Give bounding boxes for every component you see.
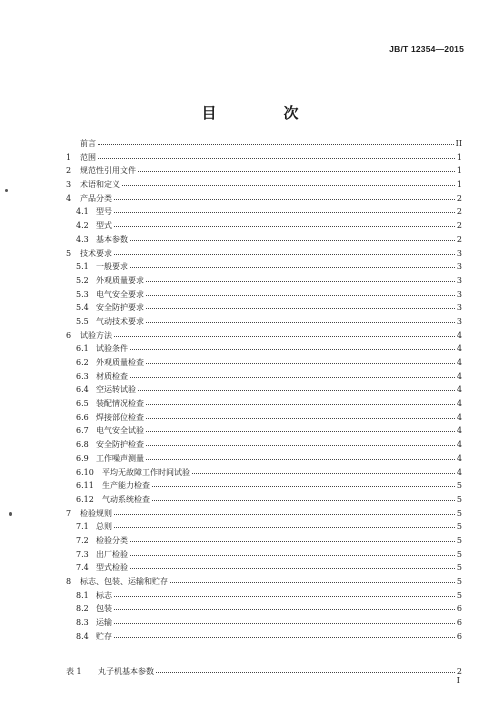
toc-entry-page: 4 — [456, 467, 462, 477]
toc-entry-page: 4 — [456, 344, 462, 354]
toc-entry-page: 5 — [456, 577, 462, 586]
toc-entry-label: 产品分类 — [80, 193, 112, 203]
toc-entry-number: 4.3 — [76, 234, 89, 244]
toc-entry-page: 5 — [456, 508, 462, 518]
toc-entry[interactable] — [66, 424, 462, 438]
toc-entry[interactable] — [66, 383, 462, 397]
toc-entry-label: 试验方法 — [80, 330, 112, 340]
toc-entry-label: 外观质量要求 — [96, 275, 144, 285]
toc-entry[interactable] — [66, 192, 462, 206]
dot-leader — [114, 225, 455, 227]
toc-entry-label: 基本参数 — [96, 234, 128, 244]
toc-entry-page: 2 — [456, 667, 462, 677]
dot-leader — [130, 348, 455, 350]
dot-leader — [156, 671, 455, 673]
toc-entry-number: 6.1 — [76, 344, 89, 354]
dot-leader — [114, 211, 455, 213]
toc-entry-page: 2 — [456, 193, 462, 203]
toc-entry-label: 技术要求 — [80, 248, 112, 258]
dot-leader — [114, 622, 455, 624]
toc-entry[interactable] — [66, 247, 462, 261]
toc-entry-page: 4 — [456, 440, 462, 450]
toc-entry-number: 5.5 — [76, 316, 89, 326]
toc-entry-number: 6.7 — [76, 426, 89, 436]
toc-entry[interactable] — [66, 534, 462, 548]
dot-leader — [146, 307, 455, 309]
toc-entry[interactable] — [66, 630, 462, 644]
toc-entry-page: 3 — [456, 316, 462, 326]
toc-entry-label: 材质检查 — [96, 371, 128, 381]
toc-entry-number: 6 — [66, 330, 72, 340]
toc-entry-number: 5 — [66, 248, 72, 258]
toc-entry-number: 5.2 — [76, 275, 89, 285]
toc-entry-page: 1 — [456, 180, 462, 190]
dot-leader — [130, 266, 455, 268]
toc-entry-number: 8.2 — [76, 604, 89, 614]
toc-entry-label: 规范性引用文件 — [80, 166, 136, 176]
toc-entry[interactable] — [66, 589, 462, 603]
toc-entry-page: 2 — [456, 234, 462, 244]
toc-entry-number: 6.8 — [76, 440, 89, 450]
toc-entry-page: 1 — [456, 166, 462, 176]
toc-entry-label: 包装 — [96, 604, 112, 614]
toc-entry-number: 1 — [66, 152, 72, 162]
dot-leader — [146, 430, 455, 432]
toc-entry-page: 4 — [456, 358, 462, 367]
toc-entry-number: 8 — [66, 577, 72, 586]
toc-entry[interactable] — [66, 561, 462, 575]
toc-entry-page: 6 — [456, 631, 462, 641]
toc-entry-number: 6.12 — [76, 494, 94, 504]
toc-entry-page: 2 — [456, 207, 462, 217]
toc-entry-number: 6.11 — [76, 481, 94, 491]
toc-entry-number: 7.2 — [76, 535, 89, 545]
toc-entry-number: 5.3 — [76, 289, 89, 299]
dot-leader — [130, 554, 455, 556]
dot-leader — [146, 362, 455, 364]
toc-entry-number: 8.4 — [76, 631, 89, 641]
toc-entry-label: 检验规则 — [80, 508, 112, 518]
toc-entry-label: 型号 — [96, 207, 112, 217]
dot-leader — [114, 526, 455, 528]
toc-entry[interactable] — [66, 411, 462, 425]
toc-entry[interactable] — [66, 151, 462, 165]
toc-entry[interactable] — [66, 301, 462, 315]
toc-entry-page: 5 — [456, 481, 462, 491]
toc-entry-page: 5 — [456, 563, 462, 573]
dot-leader — [138, 389, 455, 391]
dot-leader — [98, 143, 454, 145]
dot-leader — [114, 335, 455, 337]
toc-entry-page: 3 — [456, 275, 462, 285]
toc-entry-label: 焊接部位检查 — [96, 412, 144, 422]
toc-entry-page: 5 — [456, 535, 462, 545]
toc-entry[interactable] — [66, 479, 462, 493]
toc-entry-page: 4 — [456, 453, 462, 463]
toc-entry[interactable] — [66, 274, 462, 288]
toc-entry-page: 4 — [456, 426, 462, 436]
toc-entry-page: II — [455, 139, 462, 148]
dot-leader — [122, 184, 455, 186]
toc-entry-label: 型式检验 — [96, 563, 128, 573]
toc-entry-label: 电气安全要求 — [96, 289, 144, 299]
toc-entry-label: 一般要求 — [96, 262, 128, 272]
toc-entry-label: 标志、包装、运输和贮存 — [80, 577, 168, 586]
dot-leader — [130, 239, 455, 241]
toc-entry[interactable] — [66, 397, 462, 411]
toc-entry-label: 安全防护要求 — [96, 303, 144, 313]
toc-entry-page: 4 — [456, 399, 462, 409]
dot-leader — [130, 376, 455, 378]
dot-leader — [114, 636, 455, 638]
toc-entry[interactable] — [66, 493, 462, 507]
toc-entry[interactable] — [66, 356, 462, 370]
toc-entry-page: 4 — [456, 412, 462, 422]
table-of-contents — [66, 137, 462, 679]
toc-entry-page: 6 — [456, 604, 462, 614]
dot-leader — [98, 157, 455, 159]
toc-entry-page: 5 — [456, 549, 462, 559]
toc-entry[interactable] — [66, 233, 462, 247]
toc-entry-number: 6.6 — [76, 412, 89, 422]
toc-entry-label: 平均无故障工作时间试验 — [102, 467, 190, 477]
toc-entry-label: 丸子机基本参数 — [98, 667, 154, 677]
toc-entry-number: 6.3 — [76, 371, 89, 381]
toc-entry-number: 7.3 — [76, 549, 89, 559]
toc-entry-number: 4.1 — [76, 207, 89, 217]
dot-leader — [114, 253, 455, 255]
toc-entry-page: 4 — [456, 330, 462, 340]
dot-leader — [146, 444, 455, 446]
toc-entry-label: 外观质量检查 — [96, 358, 144, 367]
scan-mark — [9, 512, 12, 516]
toc-entry-label: 贮存 — [96, 631, 112, 641]
section-gap — [66, 643, 462, 665]
toc-entry[interactable] — [66, 260, 462, 274]
toc-entry-label: 型式 — [96, 221, 112, 231]
toc-entry-number: 7.4 — [76, 563, 89, 573]
toc-entry[interactable] — [66, 315, 462, 329]
toc-entry-number: 2 — [66, 166, 72, 176]
toc-entry-number: 3 — [66, 180, 72, 190]
toc-entry-page: 3 — [456, 303, 462, 313]
toc-entry-number: 8.3 — [76, 618, 89, 628]
dot-leader — [152, 499, 455, 501]
toc-entry-number: 6.5 — [76, 399, 89, 409]
toc-entry-label: 气动系统检查 — [102, 494, 150, 504]
toc-entry-number: 4.2 — [76, 221, 89, 231]
toc-entry-label: 装配情况检查 — [96, 399, 144, 409]
toc-entry[interactable] — [66, 219, 462, 233]
toc-entry-number: 6.10 — [76, 467, 94, 477]
toc-entry-page: 1 — [456, 152, 462, 162]
dot-leader — [114, 513, 455, 515]
toc-entry-label: 范围 — [80, 152, 96, 162]
toc-entry[interactable] — [66, 137, 462, 151]
toc-entry-number: 6.2 — [76, 358, 89, 367]
toc-entry-page: 5 — [456, 494, 462, 504]
dot-leader — [170, 581, 455, 583]
toc-entry-label: 术语和定义 — [80, 180, 120, 190]
toc-entry-page: 6 — [456, 618, 462, 628]
toc-entry[interactable] — [66, 370, 462, 384]
dot-leader — [114, 198, 455, 200]
toc-entry-page: 3 — [456, 289, 462, 299]
toc-entry[interactable] — [66, 616, 462, 630]
toc-entry-page: 3 — [456, 262, 462, 272]
toc-entry-label: 生产能力检查 — [102, 481, 150, 491]
toc-entry[interactable] — [66, 164, 462, 178]
toc-entry[interactable] — [66, 205, 462, 219]
dot-leader — [192, 472, 455, 474]
toc-entry-label: 总则 — [96, 522, 112, 532]
table-list-entry[interactable] — [66, 665, 462, 679]
toc-entry-page: 5 — [456, 590, 462, 600]
toc-entry-page: 3 — [456, 248, 462, 258]
toc-entry-label: 标志 — [96, 590, 112, 600]
dot-leader — [146, 321, 455, 323]
dot-leader — [130, 567, 455, 569]
dot-leader — [146, 280, 455, 282]
toc-entry-label: 空运转试验 — [96, 385, 136, 395]
toc-entry-number: 表 1 — [66, 667, 82, 677]
dot-leader — [130, 540, 455, 542]
toc-entry-label: 检验分类 — [96, 535, 128, 545]
toc-entry-label: 气动技术要求 — [96, 316, 144, 326]
toc-entry[interactable] — [66, 452, 462, 466]
toc-entry-number: 7 — [66, 508, 72, 518]
toc-entry[interactable] — [66, 329, 462, 343]
toc-entry-label: 前言 — [80, 139, 96, 148]
toc-entry[interactable] — [66, 507, 462, 521]
standard-code: JB/T 12354—2015 — [389, 44, 464, 54]
page-title: 目 次 — [201, 104, 325, 122]
toc-entry-page: 4 — [456, 371, 462, 381]
dot-leader — [146, 417, 455, 419]
dot-leader — [114, 595, 455, 597]
toc-entry[interactable] — [66, 438, 462, 452]
toc-entry-number: 8.1 — [76, 590, 89, 600]
toc-entry-number: 6.4 — [76, 385, 89, 395]
dot-leader — [114, 608, 455, 610]
toc-entry-number: 5.1 — [76, 262, 89, 272]
scan-mark — [5, 189, 8, 192]
toc-entry[interactable] — [66, 548, 462, 562]
toc-entry-label: 电气安全试验 — [96, 426, 144, 436]
toc-entry[interactable] — [66, 575, 462, 589]
toc-entry[interactable] — [66, 178, 462, 192]
toc-entry[interactable] — [66, 520, 462, 534]
dot-leader — [138, 170, 455, 172]
dot-leader — [146, 294, 455, 296]
toc-entry-number: 5.4 — [76, 303, 89, 313]
toc-entry[interactable] — [66, 342, 462, 356]
toc-entry-page: 2 — [456, 221, 462, 231]
dot-leader — [146, 458, 455, 460]
toc-entry-page: 5 — [456, 522, 462, 532]
toc-entry-number: 6.9 — [76, 453, 89, 463]
toc-entry[interactable] — [66, 602, 462, 616]
dot-leader — [146, 403, 455, 405]
toc-entry-label: 运输 — [96, 618, 112, 628]
toc-entry-label: 试验条件 — [96, 344, 128, 354]
toc-entry-label: 出厂检验 — [96, 549, 128, 559]
toc-entry[interactable] — [66, 288, 462, 302]
toc-entry-number: 7.1 — [76, 522, 89, 532]
dot-leader — [152, 485, 455, 487]
page-number: I — [456, 676, 460, 686]
toc-entry-number: 4 — [66, 193, 72, 203]
toc-entry-page: 4 — [456, 385, 462, 395]
toc-entry[interactable] — [66, 466, 462, 480]
toc-entry-label: 安全防护检查 — [96, 440, 144, 450]
toc-entry-label: 工作噪声测量 — [96, 453, 144, 463]
